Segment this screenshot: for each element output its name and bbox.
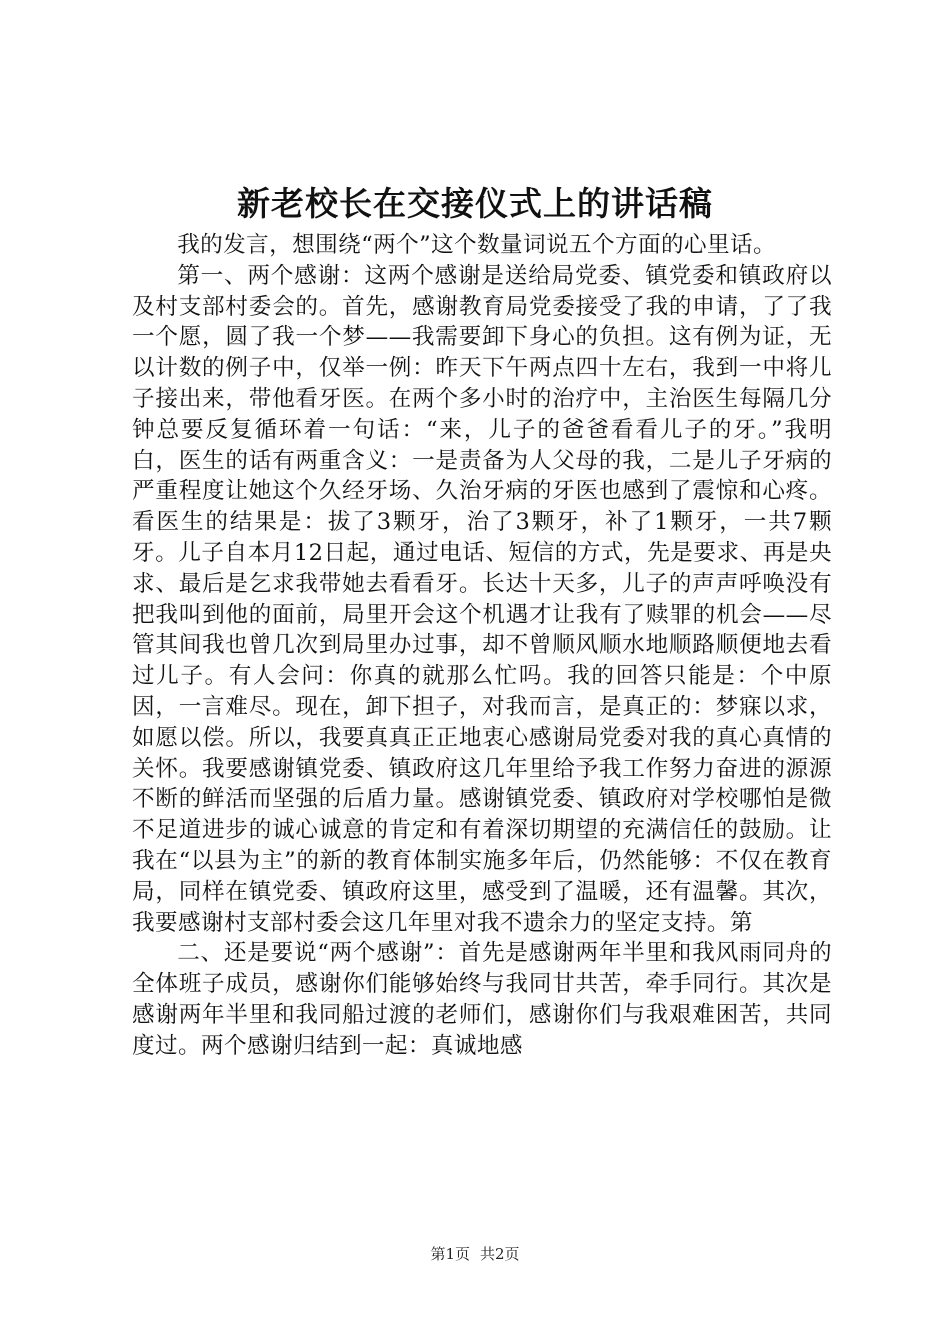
paragraph-second-thanks: 二、还是要说“两个感谢”：首先是感谢两年半里和我风雨同舟的全体班子成员，感谢你们能够始终与我同甘共苦，牵手同行。其次是感谢两年半里和我同船过渡的老师们，感谢你们与我艰难困苦，共同度过。两个感谢归结到一起：真诚地感 — [132, 940, 832, 1059]
document-body — [132, 230, 832, 1062]
paragraph-intro: 我的发言，想围绕“两个”这个数量词说五个方面的心里话。 — [177, 232, 776, 258]
paragraph-first-thanks: 第一、两个感谢：这两个感谢是送给局党委、镇党委和镇政府以及村支部村委会的。首先，感谢教育局党委接受了我的申请，了了我一个愿，圆了我一个梦——我需要卸下身心的负担。这有例为证，无以计数的例子中，仅举一例：昨天下午两点四十左右，我到一中将儿子接出来，带他看牙医。在两个多小时的治疗中，主治医生每隔几分钟总要反复循环着一句话：“来，儿子的爸爸看看儿子的牙。”我明白，医生的话有两重含义：一是责备为人父母的我，二是儿子牙病的严重程度让她这个久经牙场、久治牙病的牙医也感到了震惊和心疼。看医生的结果是：拔了3颗牙，治了3颗牙，补了1颗牙，一共7颗牙。儿子自本月12日起，通过电话、短信的方式，先是要求、再是央求、最后是乞求我带她去看看牙。长达十天多，儿子的声声呼唤没有把我叫到他的面前，局里开会这个机遇才让我有了赎罪的机会——尽管其间我也曾几次到局里办过事，却不曾顺风顺水地顺路顺便地去看过儿子。有人会问：你真的就那么忙吗。我的回答只能是：个中原因，一言难尽。现在，卸下担子，对我而言，是真正的：梦寐以求，如愿以偿。所以，我要真真正正地衷心感谢局党委对我的真心真情的关怀。我要感谢镇党委、镇政府这几年里给予我工作努力奋进的源源不断的鲜活而坚强的后盾力量。感谢镇党委、镇政府对学校哪怕是微不足道进步的诚心诚意的肯定和有着深切期望的充满信任的鼓励。让我在“以县为主”的新的教育体制实施多年后，仍然能够：不仅在教育局，同样在镇党委、镇政府这里，感受到了温暖，还有温馨。其次，我要感谢村支部村委会这几年里对我不遗余力的坚定支持。第 — [132, 262, 832, 936]
document-title: 新老校长在交接仪式上的讲话稿 — [237, 184, 713, 223]
page-number: 第1页 — [430, 1245, 470, 1263]
page-footer — [0, 1242, 950, 1266]
page-total: 共2页 — [480, 1245, 520, 1263]
